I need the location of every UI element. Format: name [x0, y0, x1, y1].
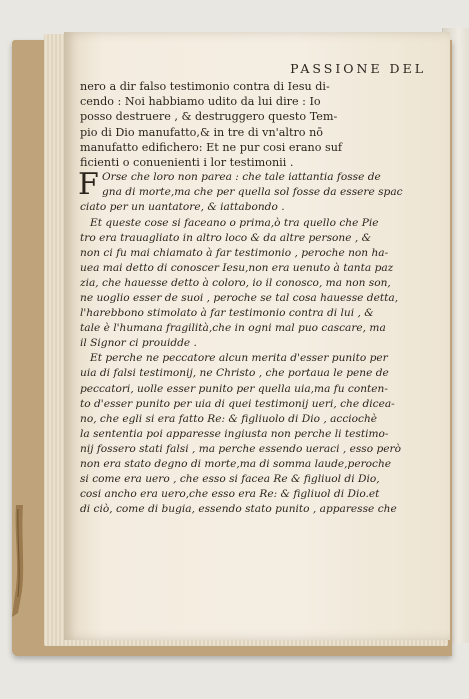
text-line: to d'esser punito per uia di quei testimonij ueri, che dicea- — [80, 397, 395, 410]
bookmark-ribbon — [10, 505, 28, 617]
ribbon-shape — [10, 505, 28, 617]
paragraph-2 — [80, 216, 432, 352]
text-line: nij fossero stati falsi , ma perche essendo ueraci , esso però — [80, 442, 401, 455]
text-line: zia, che hauesse detto à coloro, io il conosco, ma non son, — [80, 276, 391, 289]
opening-block — [80, 79, 432, 170]
commentary-block — [78, 167, 432, 517]
text-line: ne uoglio esser de suoi , peroche se tal cosa hauesse detta, — [80, 291, 399, 304]
text-line: tro era trauagliato in altro loco & da altre persone , & — [80, 231, 372, 244]
text-line: peccatori, uolle esser punito per quella uia,ma fu conten- — [80, 382, 388, 395]
text-line: il Signor ci prouidde . — [80, 337, 197, 350]
paragraph-3 — [80, 351, 432, 517]
text-line: uea mai detto di conoscer Iesu,non era uenuto à tanta paz — [80, 261, 394, 274]
text-line: Orse che loro non parea : che tale iattantia fosse de — [102, 171, 381, 184]
text-line: no, che egli si era fatto Re: & figliuolo di Dio , acciochè — [80, 412, 378, 425]
text-line: non era stato degno di morte,ma di somma laude,peroche — [80, 458, 392, 470]
text-line: pio di Dio manufatto,& in tre di vn'altro nō — [80, 125, 324, 139]
text-line: posso destruere , & destruggero questo Tem- — [80, 110, 338, 124]
text-line: tale è l'humana fragilità,che in ogni mal puo cascare, ma — [80, 322, 386, 335]
text-line: la sententia poi apparesse ingiusta non perche li testimo- — [80, 427, 389, 440]
text-line: l'harebbono stimolato à far testimonio contra di lui , & — [80, 307, 374, 320]
text-line: ficienti o conuenienti i lor testimonii . — [80, 156, 294, 170]
text-line: cosi ancho era uero,che esso era Re: & figliuol di Dio.et — [80, 488, 380, 501]
text-line: ciato per un uantatore, & iattabondo . — [80, 201, 285, 214]
text-line: uia di falsi testimonij, ne Christo , che portaua le pene de — [80, 367, 389, 380]
running-head: PASSIONE DEL — [290, 61, 426, 76]
page-text — [80, 62, 432, 517]
text-line: manufatto edifichero: Et ne pur cosi erano suf — [80, 140, 343, 154]
text-line: si come era uero , che esso si facea Re & figliuol di Dio, — [80, 473, 380, 486]
text-line: cendo : Noi habbiamo udito da lui dire : Io — [80, 95, 321, 109]
paragraph-1 — [78, 167, 432, 215]
text-line: Et queste cose si faceano o prima,ò tra quello che Pie — [90, 216, 379, 229]
text-line: nero a dir falso testimonio contra di Iesu di- — [80, 80, 330, 93]
text-line: Et perche ne peccatore alcun merita d'esser punito per — [90, 352, 388, 365]
drop-cap: F — [78, 167, 99, 203]
text-line: non ci fu mai chiamato à far testimonio , peroche non ha- — [80, 246, 389, 259]
text-line: di ciò, come di bugia, essendo stato punito , apparesse che — [80, 503, 397, 516]
text-line: gna di morte,ma che per quella sol fosse da essere spac — [102, 186, 403, 199]
